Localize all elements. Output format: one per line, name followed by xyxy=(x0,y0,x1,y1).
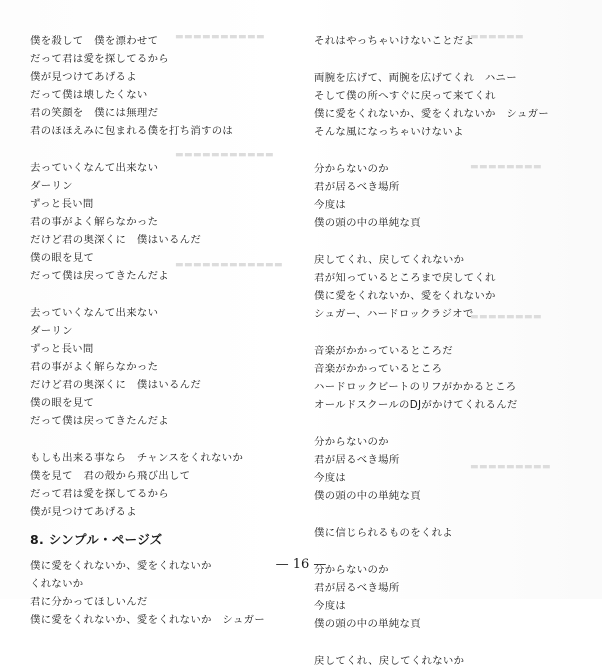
lyric-line: 今度は xyxy=(314,199,347,211)
lyric-line: 君が居るべき場所 xyxy=(314,582,400,594)
lyric-line: ダーリン xyxy=(30,325,73,337)
lyric-line: 君が居るべき場所 xyxy=(314,181,400,193)
lyric-line: ダーリン xyxy=(30,180,73,192)
lyric-line: もしも出来る事なら チャンスをくれないか xyxy=(30,452,244,464)
lyric-line: 僕の頭の中の単純な頁 xyxy=(314,618,421,630)
lyric-line: 僕の頭の中の単純な頁 xyxy=(314,490,421,502)
lyric-line: 音楽がかかっているところ xyxy=(314,363,443,375)
left-lyrics-column xyxy=(30,32,290,629)
bleed-through-text: ▬▬▬▬▬▬▬▬▬▬▬▬ xyxy=(175,260,284,270)
lyric-line: 君が居るべき場所 xyxy=(314,454,400,466)
lyric-line: 戻してくれ、戻してくれないか xyxy=(314,655,465,667)
lyric-line: 僕に愛をくれないか、愛をくれないか シュガー xyxy=(314,108,549,120)
stanza-gap xyxy=(30,430,290,449)
lyric-line: 僕の眼を見て xyxy=(30,397,95,409)
lyric-line: オールドスクールのDJがかけてくれるんだ xyxy=(314,399,518,411)
lyric-line: ずっと長い間 xyxy=(30,198,94,210)
lyric-line: 君に分かってほしいんだ xyxy=(30,596,148,608)
lyric-line: だって僕は戻ってきたんだよ xyxy=(30,415,169,427)
lyric-line: 音楽がかかっているところだ xyxy=(314,345,453,357)
stanza-gap xyxy=(314,505,586,524)
bleed-through-text: ▬▬▬▬▬▬▬▬▬▬▬ xyxy=(175,150,275,160)
lyric-line: 僕の眼を見て xyxy=(30,252,95,264)
lyric-line: そんな風になっちゃいけないよ xyxy=(314,126,464,138)
bleed-through-text: ▬▬▬▬▬▬▬▬ xyxy=(470,312,543,322)
lyric-line: 僕を見て 君の殻から飛び出して xyxy=(30,470,191,482)
lyric-line: 分からないのか xyxy=(314,436,389,448)
lyric-line: 君の事がよく解らなかった xyxy=(30,361,159,373)
lyric-line: だけど君の奥深くに 僕はいるんだ xyxy=(30,234,202,246)
bleed-through-text: ▬▬▬▬▬▬▬▬ xyxy=(470,162,543,172)
lyric-line: 戻してくれ、戻してくれないか xyxy=(314,254,465,266)
stanza-gap xyxy=(30,285,290,304)
lyric-line: 分からないのか xyxy=(314,163,389,175)
lyric-line: 僕に信じられるものをくれよ xyxy=(314,527,453,539)
stanza-gap xyxy=(314,633,586,652)
lyric-line: それはやっちゃいけないことだよ xyxy=(314,35,475,47)
lyric-line: 今度は xyxy=(314,472,347,484)
lyric-line: だって君は愛を探してるから xyxy=(30,53,169,65)
lyric-line: 分からないのか xyxy=(314,564,389,576)
right-lyrics-column xyxy=(314,32,586,670)
page-number: — 16 — xyxy=(275,557,327,572)
lyric-line: 僕が見つけてあげるよ xyxy=(30,506,137,518)
lyric-line: 今度は xyxy=(314,600,347,612)
stanza-gap xyxy=(314,50,586,69)
stanza-gap xyxy=(314,414,586,433)
lyric-line: ずっと長い間 xyxy=(30,343,94,355)
lyric-line: 去っていくなんて出来ない xyxy=(30,307,159,319)
lyric-line: 去っていくなんて出来ない xyxy=(30,162,159,174)
lyric-line: 君の事がよく解らなかった xyxy=(30,216,159,228)
bleed-through-text: ▬▬▬▬▬▬▬▬▬ xyxy=(470,462,552,472)
song-title-heading: 8. シンプル・ページズ xyxy=(30,532,163,547)
lyric-line: だって僕は戻ってきたんだよ xyxy=(30,270,169,282)
lyric-line: 両腕を広げて、両腕を広げてくれ ハニー xyxy=(314,72,517,84)
lyric-line: だって僕は壊したくない xyxy=(30,89,148,101)
lyric-line: ハードロックビートのリフがかかるところ xyxy=(314,381,517,393)
bleed-through-text: ▬▬▬▬▬▬▬▬▬▬ xyxy=(175,32,266,42)
lyric-line: 僕を殺して 僕を漂わせて xyxy=(30,35,159,47)
lyric-line: そして僕の所へすぐに戻って来てくれ xyxy=(314,90,496,102)
bleed-through-text: ▬▬▬▬▬▬ xyxy=(470,32,525,42)
lyric-line: 僕が見つけてあげるよ xyxy=(30,71,137,83)
lyric-line: 君の笑顔を 僕には無理だ xyxy=(30,107,159,119)
lyric-line: 僕に愛をくれないか、愛をくれないか シュガー xyxy=(30,614,265,626)
lyric-line: 君が知っているところまで戻してくれ xyxy=(314,272,496,284)
lyric-line: 君のほほえみに包まれる僕を打ち消すのは xyxy=(30,125,234,137)
lyric-line: 僕に愛をくれないか、愛をくれないか xyxy=(30,560,212,572)
lyric-line: くれないか xyxy=(30,578,84,590)
lyric-line: だって君は愛を探してるから xyxy=(30,488,169,500)
lyric-line: 僕の頭の中の単純な頁 xyxy=(314,217,421,229)
stanza-gap xyxy=(314,141,586,160)
stanza-gap xyxy=(314,232,586,251)
stanza-gap xyxy=(30,140,290,159)
lyric-line: だけど君の奥深くに 僕はいるんだ xyxy=(30,379,202,391)
stanza-gap xyxy=(314,323,586,342)
lyric-line: 僕に愛をくれないか、愛をくれないか xyxy=(314,290,496,302)
lyric-line: シュガー、ハードロックラジオで xyxy=(314,308,474,320)
